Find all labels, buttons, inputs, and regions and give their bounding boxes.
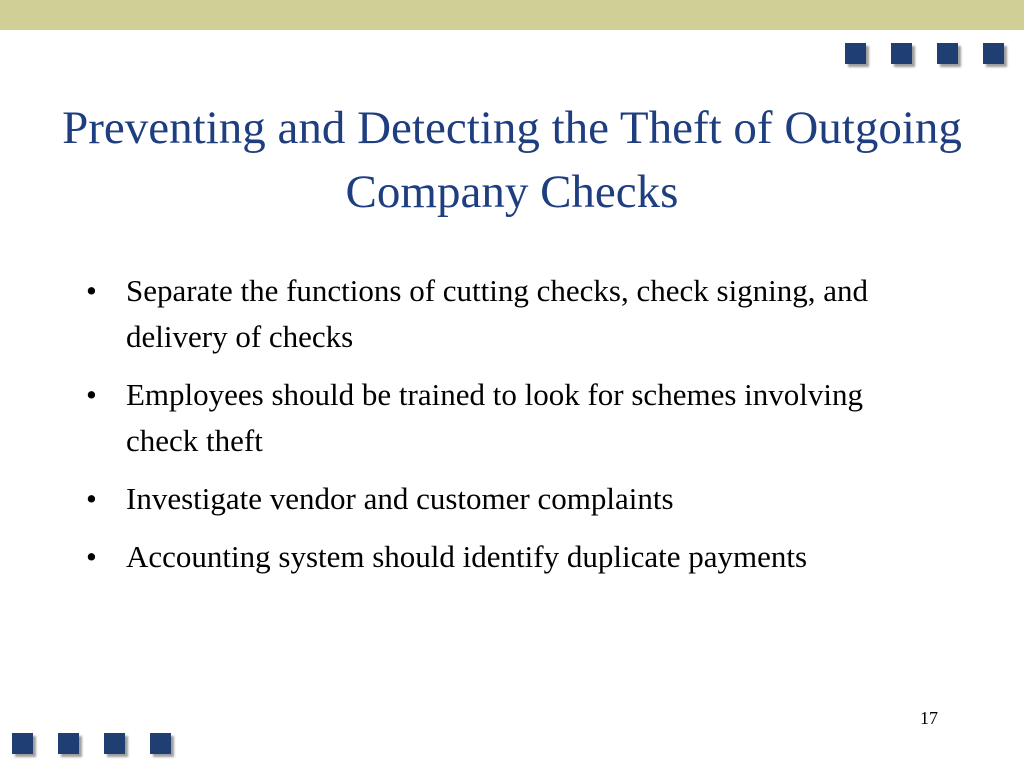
decorative-square-icon <box>891 43 912 64</box>
bullet-item <box>86 268 926 360</box>
bullet-point-icon: • <box>86 539 97 574</box>
top-right-squares-decoration <box>845 43 1004 64</box>
slide-title: Preventing and Detecting the Theft of Outgoing Company Checks <box>62 102 962 218</box>
page-number: 17 <box>920 708 938 728</box>
bullet-point-icon: • <box>86 481 97 516</box>
top-decorative-band <box>0 0 1024 30</box>
decorative-square-icon <box>983 43 1004 64</box>
bullet-point-icon: • <box>86 377 97 412</box>
bottom-left-squares-decoration <box>12 733 171 754</box>
decorative-square-icon <box>845 43 866 64</box>
bullet-item <box>86 372 926 464</box>
bullet-item <box>86 534 926 580</box>
decorative-square-icon <box>12 733 33 754</box>
decorative-square-icon <box>937 43 958 64</box>
bullet-text: Employees should be trained to look for schemes involving check theft <box>126 377 863 458</box>
decorative-square-icon <box>104 733 125 754</box>
bullet-item <box>86 476 926 522</box>
bullet-list <box>86 268 926 592</box>
bullet-point-icon: • <box>86 273 97 308</box>
bullet-text: Separate the functions of cutting checks, check signing, and delivery of checks <box>126 273 869 354</box>
bullet-text: Accounting system should identify duplicate payments <box>126 539 808 574</box>
decorative-square-icon <box>150 733 171 754</box>
decorative-square-icon <box>58 733 79 754</box>
bullet-text: Investigate vendor and customer complaints <box>126 481 674 516</box>
